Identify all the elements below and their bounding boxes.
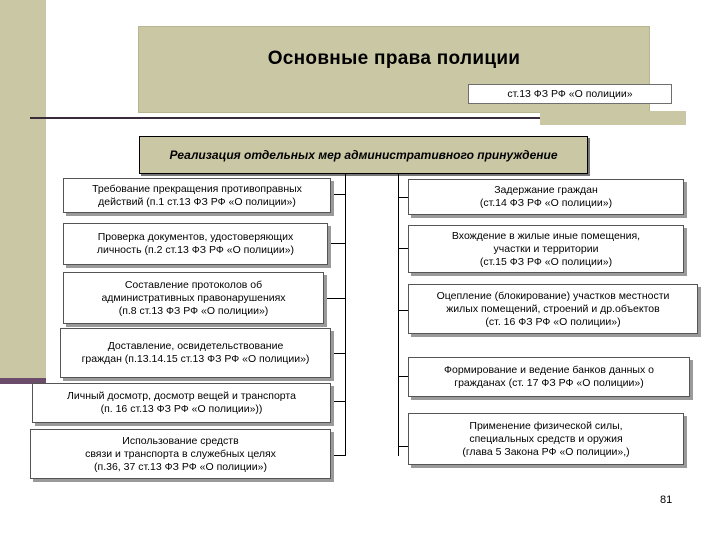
left-item-line: (п.8 ст.13 ФЗ РФ «О полиции») xyxy=(118,304,269,317)
left-item-line: Использование средств xyxy=(122,434,239,447)
right-item-line: жилых помещений, строений и др.объектов xyxy=(446,302,660,315)
left-item-box xyxy=(30,429,331,479)
left-item-line: Личный досмотр, досмотр вещей и транспорта xyxy=(67,390,296,402)
slide-title: Основные права полиции xyxy=(267,48,521,69)
right-item-line: Вхождение в жилые иные помещения, xyxy=(451,229,641,242)
page-number: 81 xyxy=(660,494,673,506)
right-item-line: (глава 5 Закона РФ «О полиции»,) xyxy=(462,445,630,458)
right-item-line: (ст. 16 ФЗ РФ «О полиции») xyxy=(485,315,621,328)
left-trunk-line xyxy=(345,174,346,456)
right-branch-3 xyxy=(398,310,408,311)
right-item-box xyxy=(408,179,684,215)
right-branch-5 xyxy=(398,446,408,447)
right-item-line: Формирование и ведение банков данных о xyxy=(444,364,654,376)
left-item-box xyxy=(63,178,331,213)
right-item-box xyxy=(408,284,698,334)
left-item-line: Проверка документов, удостоверяющих xyxy=(97,231,294,243)
left-item-line: Требование прекращения противоправных xyxy=(92,182,302,195)
left-item-line: административных правонарушениях xyxy=(101,291,286,304)
right-item-line: Оцепление (блокирование) участков местности xyxy=(436,289,670,302)
right-branch-4 xyxy=(398,376,408,377)
left-item-line: связи и транспорта в служебных целях xyxy=(85,447,276,460)
main-box xyxy=(139,136,588,174)
right-item-line: Задержание граждан xyxy=(494,184,598,196)
right-item-box xyxy=(408,413,684,465)
right-branch-1 xyxy=(398,197,408,198)
right-trunk-line xyxy=(398,174,399,456)
left-item-line: личность (п.2 ст.13 ФЗ РФ «О полиции») xyxy=(96,244,295,256)
left-item-box xyxy=(63,272,324,324)
left-item-box xyxy=(63,223,328,265)
main-box-text: Реализация отдельных мер административного принуждение xyxy=(169,148,558,162)
left-item-line: (п. 16 ст.13 ФЗ РФ «О полиции»)) xyxy=(100,403,263,415)
left-branch-2 xyxy=(328,243,345,244)
left-item-box xyxy=(60,328,331,378)
left-item-line: (п.36, 37 ст.13 ФЗ РФ «О полиции») xyxy=(94,460,267,473)
right-item-box xyxy=(408,225,684,273)
left-item-line: Доставление, освидетельствование xyxy=(107,340,284,352)
left-item-line: Составление протоколов об xyxy=(124,278,263,291)
left-item-line: граждан (п.13.14.15 ст.13 ФЗ РФ «О полиции») xyxy=(81,353,310,365)
left-decor-strip xyxy=(0,0,46,383)
left-item-line: действий (п.1 ст.13 ФЗ РФ «О полиции») xyxy=(98,195,296,208)
right-decor-bar xyxy=(540,111,686,125)
left-branch-1 xyxy=(331,194,345,195)
right-item-line: Применение физической силы, xyxy=(469,419,623,432)
right-branch-2 xyxy=(398,248,408,249)
left-branch-5 xyxy=(331,401,345,402)
right-item-line: (ст.15 ФЗ РФ «О полиции») xyxy=(479,255,613,268)
left-branch-3 xyxy=(324,298,345,299)
subtitle-box: ст.13 ФЗ РФ «О полиции» xyxy=(468,84,672,104)
right-item-line: участки и территории xyxy=(493,242,599,255)
right-item-line: специальных средств и оружия xyxy=(469,432,623,445)
right-item-line: гражданах (ст. 17 ФЗ РФ «О полиции») xyxy=(454,377,644,389)
right-item-line: (ст.14 ФЗ РФ «О полиции») xyxy=(479,197,613,209)
left-branch-4 xyxy=(331,353,345,354)
right-item-box xyxy=(408,357,690,397)
left-item-box xyxy=(32,383,331,423)
left-branch-6 xyxy=(331,455,345,456)
